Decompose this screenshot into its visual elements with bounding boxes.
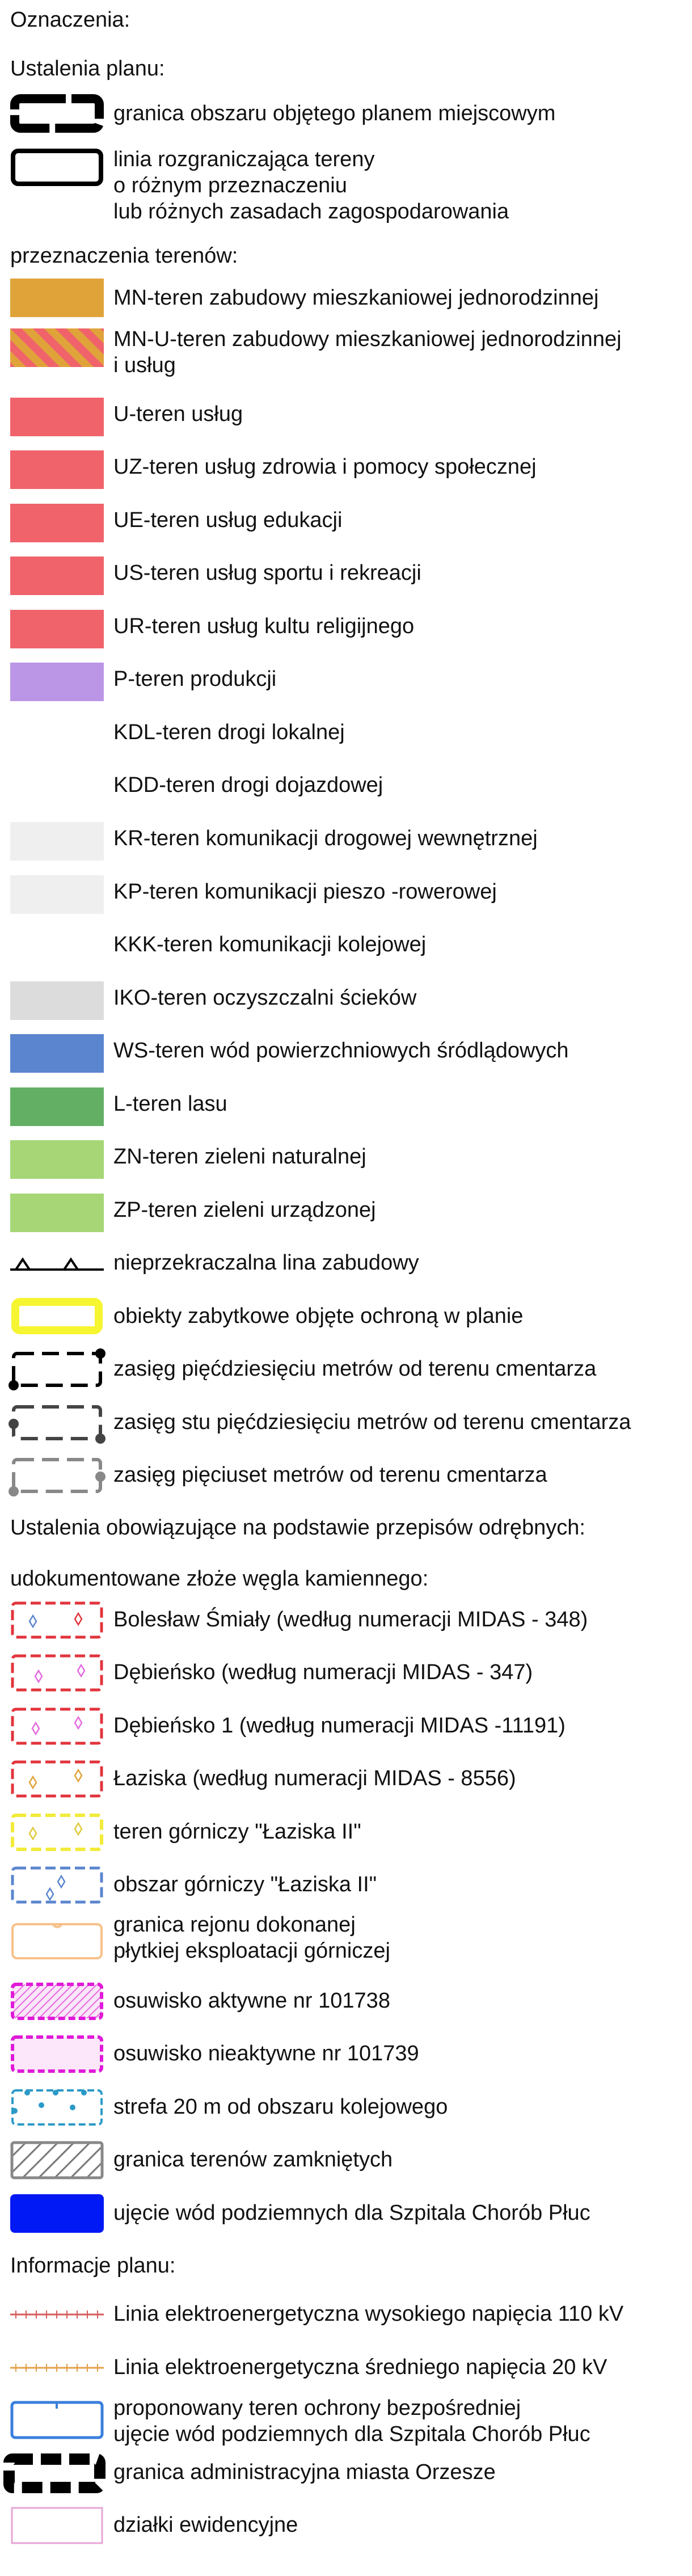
legend-label-protection-zone: proponowany teren ochrony bezpośredniej ujęcie wód podziemnych dla Szpitala Chorób Płuc: [113, 2396, 590, 2446]
section-other-rules: Ustalenia obowiązujące na podstawie przepisów odrębnych:: [10, 1516, 585, 1540]
legend-label-power-110kv: Linia elektroenergetyczna wysokiego napięcia 110 kV: [113, 2302, 624, 2326]
legend-label-groundwater-intake: ujęcie wód podziemnych dla Szpitala Chorób Płuc: [113, 2201, 590, 2225]
section-coal-deposit: udokumentowane złoże węgla kamiennego:: [10, 1567, 429, 1591]
legend-label-u: U-teren usług: [113, 402, 243, 426]
section-plan-info: Informacje planu:: [10, 2254, 176, 2278]
railway-zone-symbol: [10, 2088, 104, 2127]
power-line-20kv-symbol: [10, 2349, 104, 2387]
section-land-use: przeznaczenia terenów:: [10, 244, 238, 268]
legend-label-iko: IKO-teren oczyszczalni ścieków: [113, 986, 417, 1010]
legend-label-deposit-348: Bolesław Śmiały (według numeracji MIDAS - 348): [113, 1608, 588, 1631]
legend-label-ue: UE-teren usług edukacji: [113, 508, 343, 532]
building-line-symbol: [10, 1242, 104, 1281]
mn-swatch: [10, 279, 104, 317]
legend-label-mining-zone: obszar górniczy "Łaziska II": [113, 1873, 377, 1896]
u-swatch: [10, 398, 104, 436]
l-swatch: [10, 1087, 104, 1126]
deposit-11191-symbol: [10, 1707, 104, 1746]
deposit-8556-symbol: [10, 1760, 104, 1798]
groundwater-intake-swatch: [10, 2194, 104, 2233]
ws-swatch: [10, 1034, 104, 1073]
cemetery-50m-symbol: [10, 1350, 104, 1389]
legend-label-landslide-active: osuwisko aktywne nr 101738: [113, 1989, 390, 2013]
legend-label-deposit-8556: Łaziska (według numeracji MIDAS - 8556): [113, 1766, 516, 1790]
legend-label-ws: WS-teren wód powierzchniowych śródlądowych: [113, 1039, 569, 1063]
legend-label-mining-area: teren górniczy "Łaziska II": [113, 1820, 361, 1844]
admin-boundary-symbol: [3, 2453, 97, 2492]
legend-label-monuments: obiekty zabytkowe objęte ochroną w planie: [113, 1304, 524, 1328]
uz-swatch: [10, 450, 104, 489]
legend-label-p: P-teren produkcji: [113, 667, 277, 691]
shallow-exploitation-symbol: [10, 1922, 104, 1961]
zn-swatch: [10, 1140, 104, 1179]
legend-label-kdl: KDL-teren drogi lokalnej: [113, 720, 345, 744]
demarcation-line-symbol: [10, 148, 104, 187]
mining-zone-symbol: [10, 1866, 104, 1904]
legend-label-landslide-inactive: osuwisko nieaktywne nr 101739: [113, 2042, 419, 2065]
kp-swatch: [10, 875, 104, 914]
ur-swatch: [10, 610, 104, 648]
legend-label-deposit-347: Dębieńsko (według numeracji MIDAS - 347): [113, 1660, 533, 1684]
landslide-active-symbol: [10, 1982, 104, 2021]
iko-swatch: [10, 981, 104, 1020]
legend-label-admin-boundary: granica administracyjna miasta Orzesze: [113, 2460, 496, 2484]
legend-label-zp: ZP-teren zieleni urządzonej: [113, 1198, 376, 1222]
legend-title: Oznaczenia:: [10, 8, 130, 32]
section-plan-rules: Ustalenia planu:: [10, 57, 165, 81]
power-line-110kv-symbol: [10, 2295, 104, 2334]
legend-label-deposit-11191: Dębieńsko 1 (według numeracji MIDAS -11191): [113, 1714, 566, 1738]
plan-boundary-symbol: [10, 94, 104, 133]
deposit-348-symbol: [10, 1601, 104, 1639]
legend-label-kp: KP-teren komunikacji pieszo -rowerowej: [113, 880, 497, 904]
ue-swatch: [10, 504, 104, 542]
legend-label-power-20kv: Linia elektroenergetyczna średniego napięcia 20 kV: [113, 2355, 607, 2379]
zp-swatch: [10, 1194, 104, 1232]
legend-label-cemetery-50: zasięg pięćdziesięciu metrów od terenu cmentarza: [113, 1357, 597, 1381]
legend-label-kkk: KKK-teren komunikacji kolejowej: [113, 933, 427, 956]
closed-areas-symbol: [10, 2141, 104, 2179]
legend-label-zn: ZN-teren zieleni naturalnej: [113, 1145, 366, 1169]
legend-label-cemetery-500: zasięg pięciuset metrów od terenu cmentarza: [113, 1463, 547, 1487]
cemetery-500m-symbol: [10, 1456, 104, 1495]
legend-label-building-line: nieprzekraczalna lina zabudowy: [113, 1251, 419, 1275]
parcels-symbol: [10, 2506, 104, 2545]
monument-symbol: [10, 1297, 104, 1335]
legend-label-railway-zone: strefa 20 m od obszaru kolejowego: [113, 2095, 448, 2119]
legend-label-plan-boundary: granica obszaru objętego planem miejscowym: [113, 102, 556, 125]
legend-label-shallow-exploitation: granica rejonu dokonanej płytkiej eksploatacji górniczej: [113, 1913, 390, 1963]
legend-label-cemetery-150: zasięg stu pięćdziesięciu metrów od terenu cmentarza: [113, 1410, 631, 1434]
legend-label-parcels: działki ewidencyjne: [113, 2513, 298, 2537]
legend-label-l: L-teren lasu: [113, 1092, 227, 1116]
kr-swatch: [10, 822, 104, 861]
landslide-inactive-symbol: [10, 2035, 104, 2073]
legend-label-ur: UR-teren usług kultu religijnego: [113, 614, 415, 638]
legend-label-us: US-teren usług sportu i rekreacji: [113, 561, 421, 585]
legend-label-kdd: KDD-teren drogi dojazdowej: [113, 773, 383, 797]
legend-label-kr: KR-teren komunikacji drogowej wewnętrznej: [113, 827, 538, 850]
legend-label-mn: MN-teren zabudowy mieszkaniowej jednorodzinnej: [113, 286, 599, 310]
legend-label-mnu: MN-U-teren zabudowy mieszkaniowej jednorodzinnej i usług: [113, 327, 622, 377]
mining-area-symbol: [10, 1813, 104, 1852]
p-swatch: [10, 663, 104, 701]
legend-label-uz: UZ-teren usług zdrowia i pomocy społecznej: [113, 455, 537, 479]
legend-label-demarcation-line: linia rozgraniczająca tereny o różnym przeznaczeniu lub różnych zasadach zagospodarowania: [113, 147, 509, 224]
cemetery-150m-symbol: [10, 1403, 104, 1442]
deposit-347-symbol: [10, 1654, 104, 1692]
mnu-swatch: [10, 328, 104, 367]
legend-label-closed-areas: granica terenów zamkniętych: [113, 2148, 393, 2172]
us-swatch: [10, 556, 104, 595]
protection-zone-symbol: [10, 2401, 104, 2439]
